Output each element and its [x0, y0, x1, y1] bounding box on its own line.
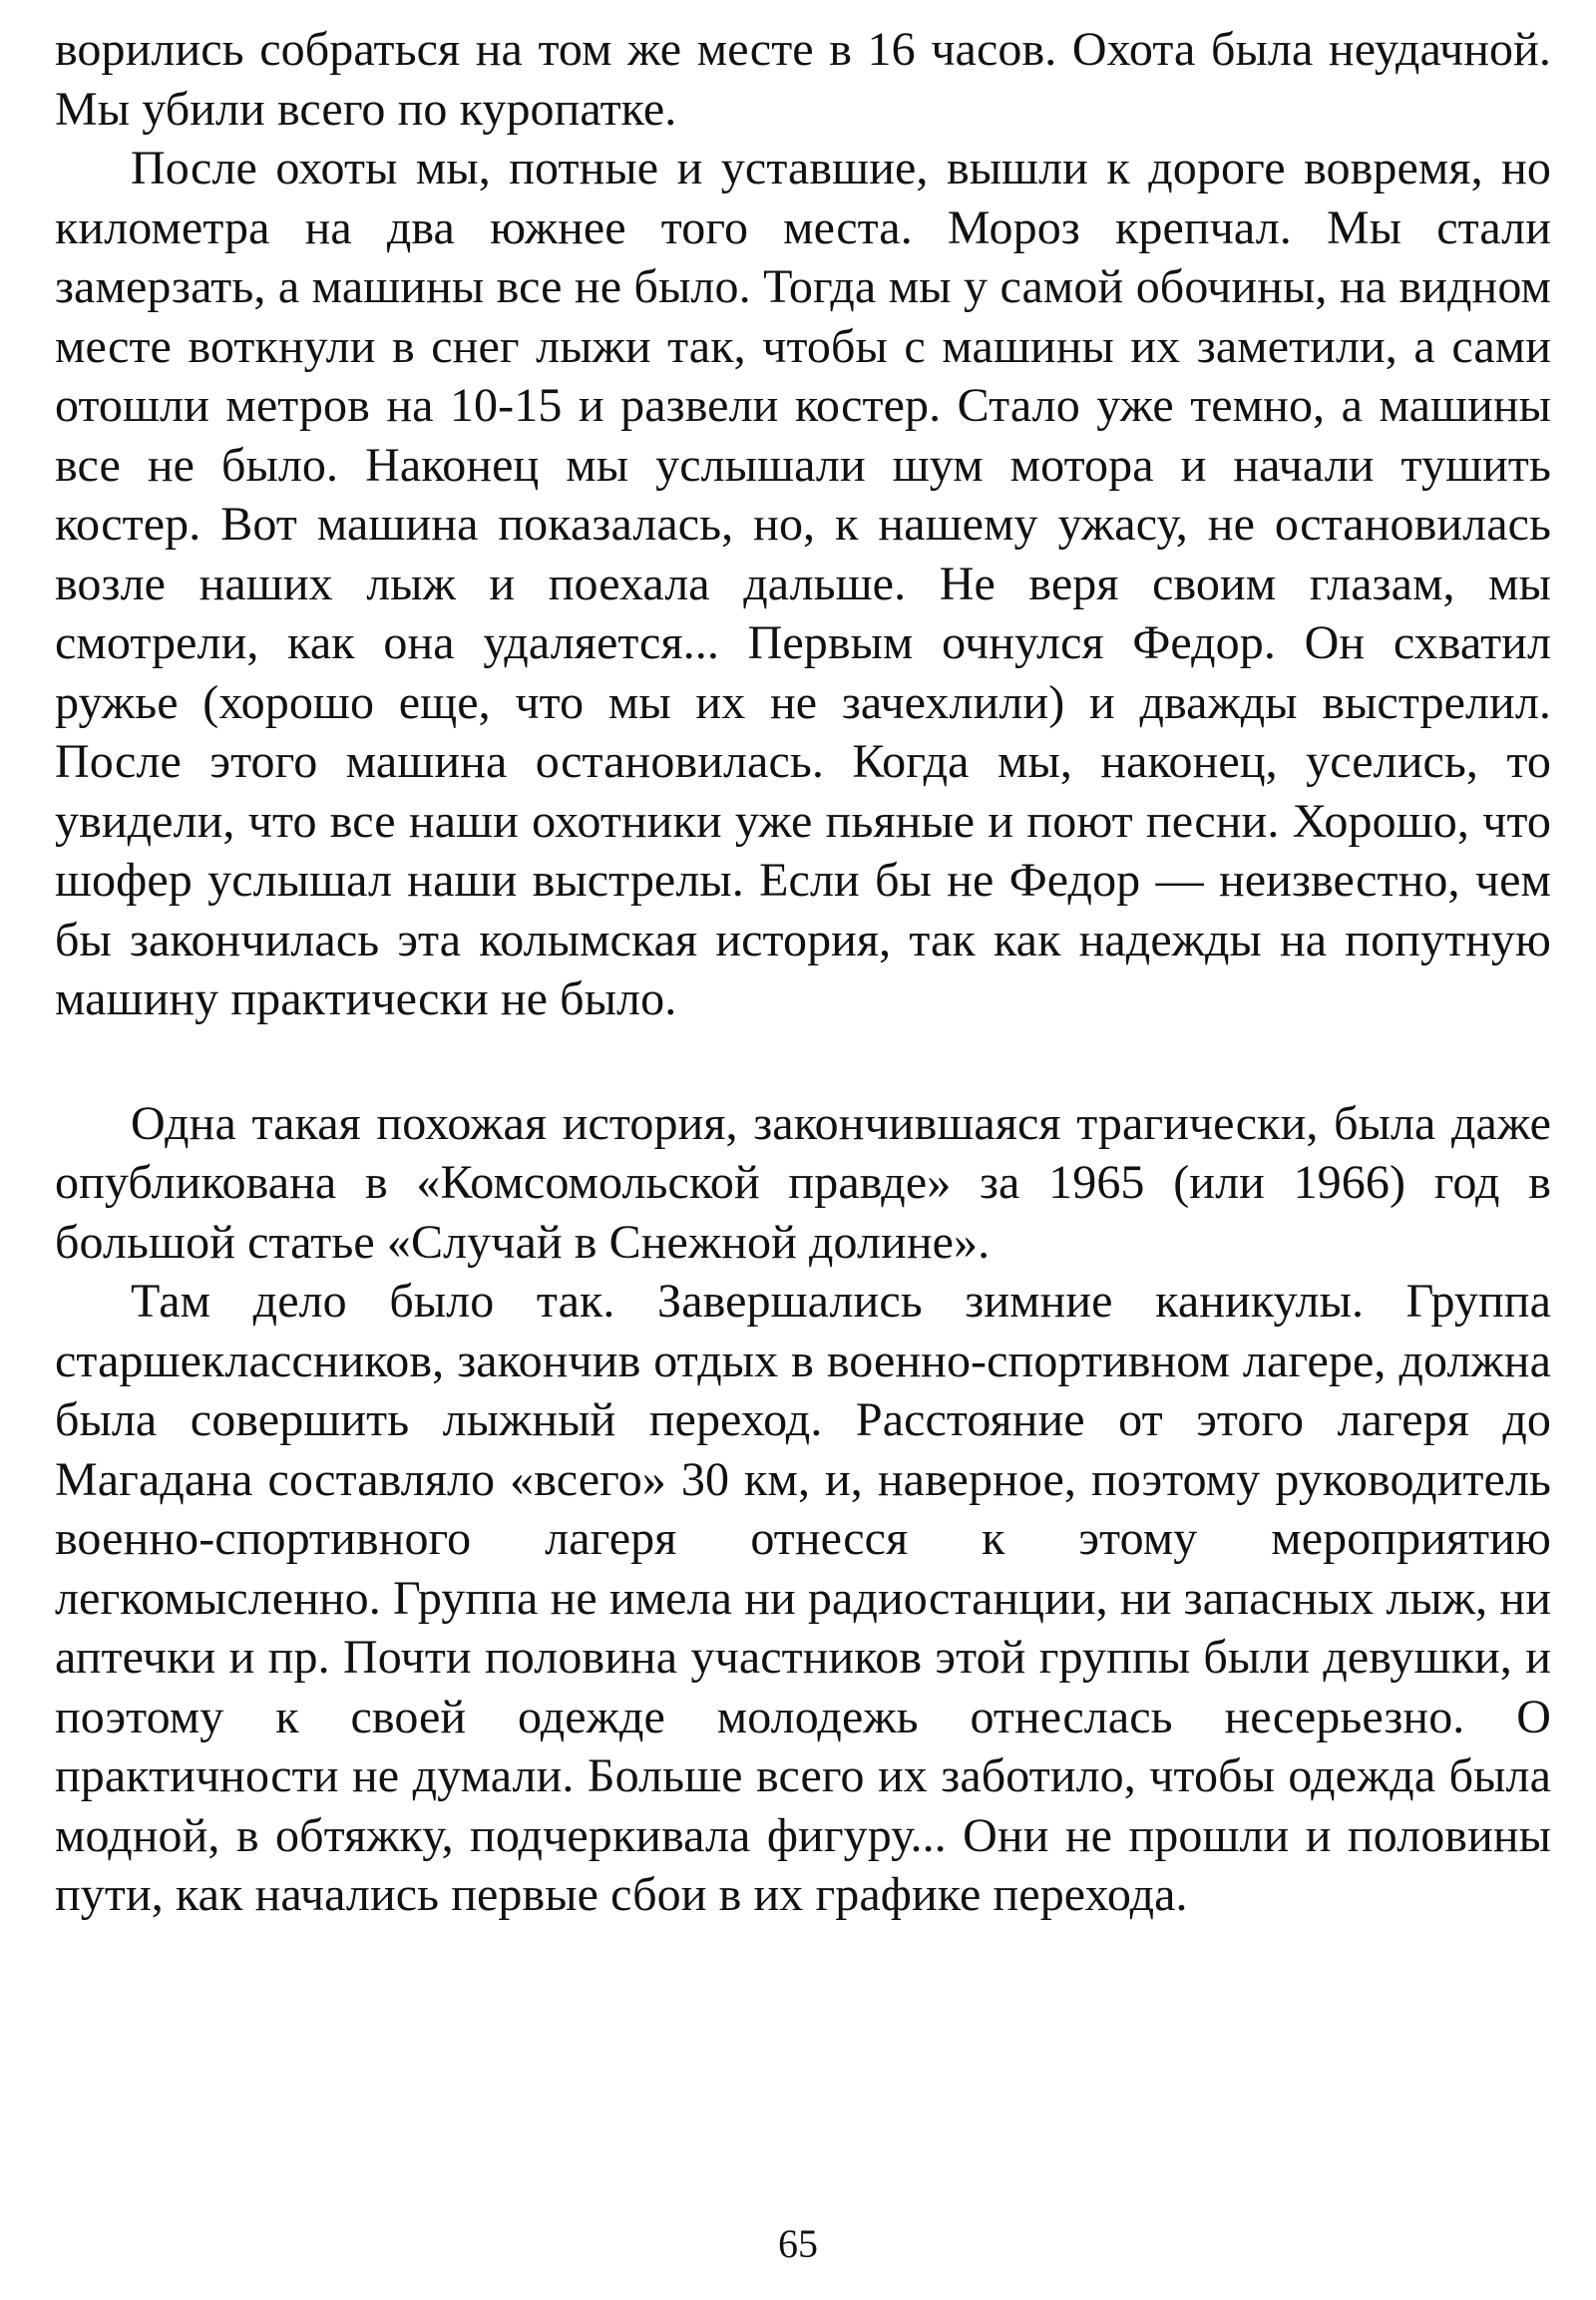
paragraph-similar-story: Одна такая похожая история, закончившаяся трагически, была даже опубликована в «Комсомольской правде» за 1965 (или 1966) год в большой статье «Случай в Снежной долине».: [55, 1096, 1551, 1269]
body-text: [55, 20, 1551, 1925]
paragraph-hunt-return: После охоты мы, потные и уставшие, вышли к дороге вовремя, но километра на два южнее того места. Мороз крепчал. Мы стали замерзать, а машины все не было. Тогда мы у самой обочины, на видном месте воткнули в снег лыжи так, чтобы с машины их заметили, а сами отошли метров на 10-15 и развели костер. Стало уже темно, а машины все не было. Наконец мы услышали шум мотора и начали тушить костер. Вот машина показалась, но, к нашему ужасу, не остановилась возле наших лыж и поехала дальше. Не веря своим глазам, мы смотрели, как она удаляется... Первым очнулся Федор. Он схватил ружье (хорошо еще, что мы их не зачехлили) и дважды выстрелил. После этого машина остановилась. Когда мы, наконец, уселись, то увидели, что все наши охотники уже пьяные и поют песни. Хорошо, что шофер услышал наши выстрелы. Если бы не Федор — неизвестно, чем бы закончилась эта колымская история, так как надежды на попутную машину практически не было.: [55, 142, 1551, 1025]
paragraph-continued: ворились собраться на том же месте в 16 часов. Охота была неудачной. Мы убили всего по куропатке.: [55, 23, 1551, 136]
page-number: 65: [778, 2221, 818, 2266]
section-break: [55, 1029, 1551, 1094]
paragraph-ski-trip: Там дело было так. Завершались зимние каникулы. Группа старшеклассников, закончив отдых в военно-спортивном лагере, должна была совершить лыжный переход. Расстояние от этого лагеря до Магадана составляло «всего» 30 км, и, наверное, поэтому руководитель военно-спортивного лагеря отнесся к этому мероприятию легкомысленно. Группа не имела ни радиостанции, ни запасных лыж, ни аптечки и пр. Почти половина участников этой группы были девушки, и поэтому к своей одежде молодежь отнеслась несерьезно. О практичности не думали. Больше всего их заботило, чтобы одежда была модной, в обтяжку, подчеркивала фигуру... Они не прошли и половины пути, как начались первые сбои в их графике перехода.: [55, 1275, 1551, 1921]
